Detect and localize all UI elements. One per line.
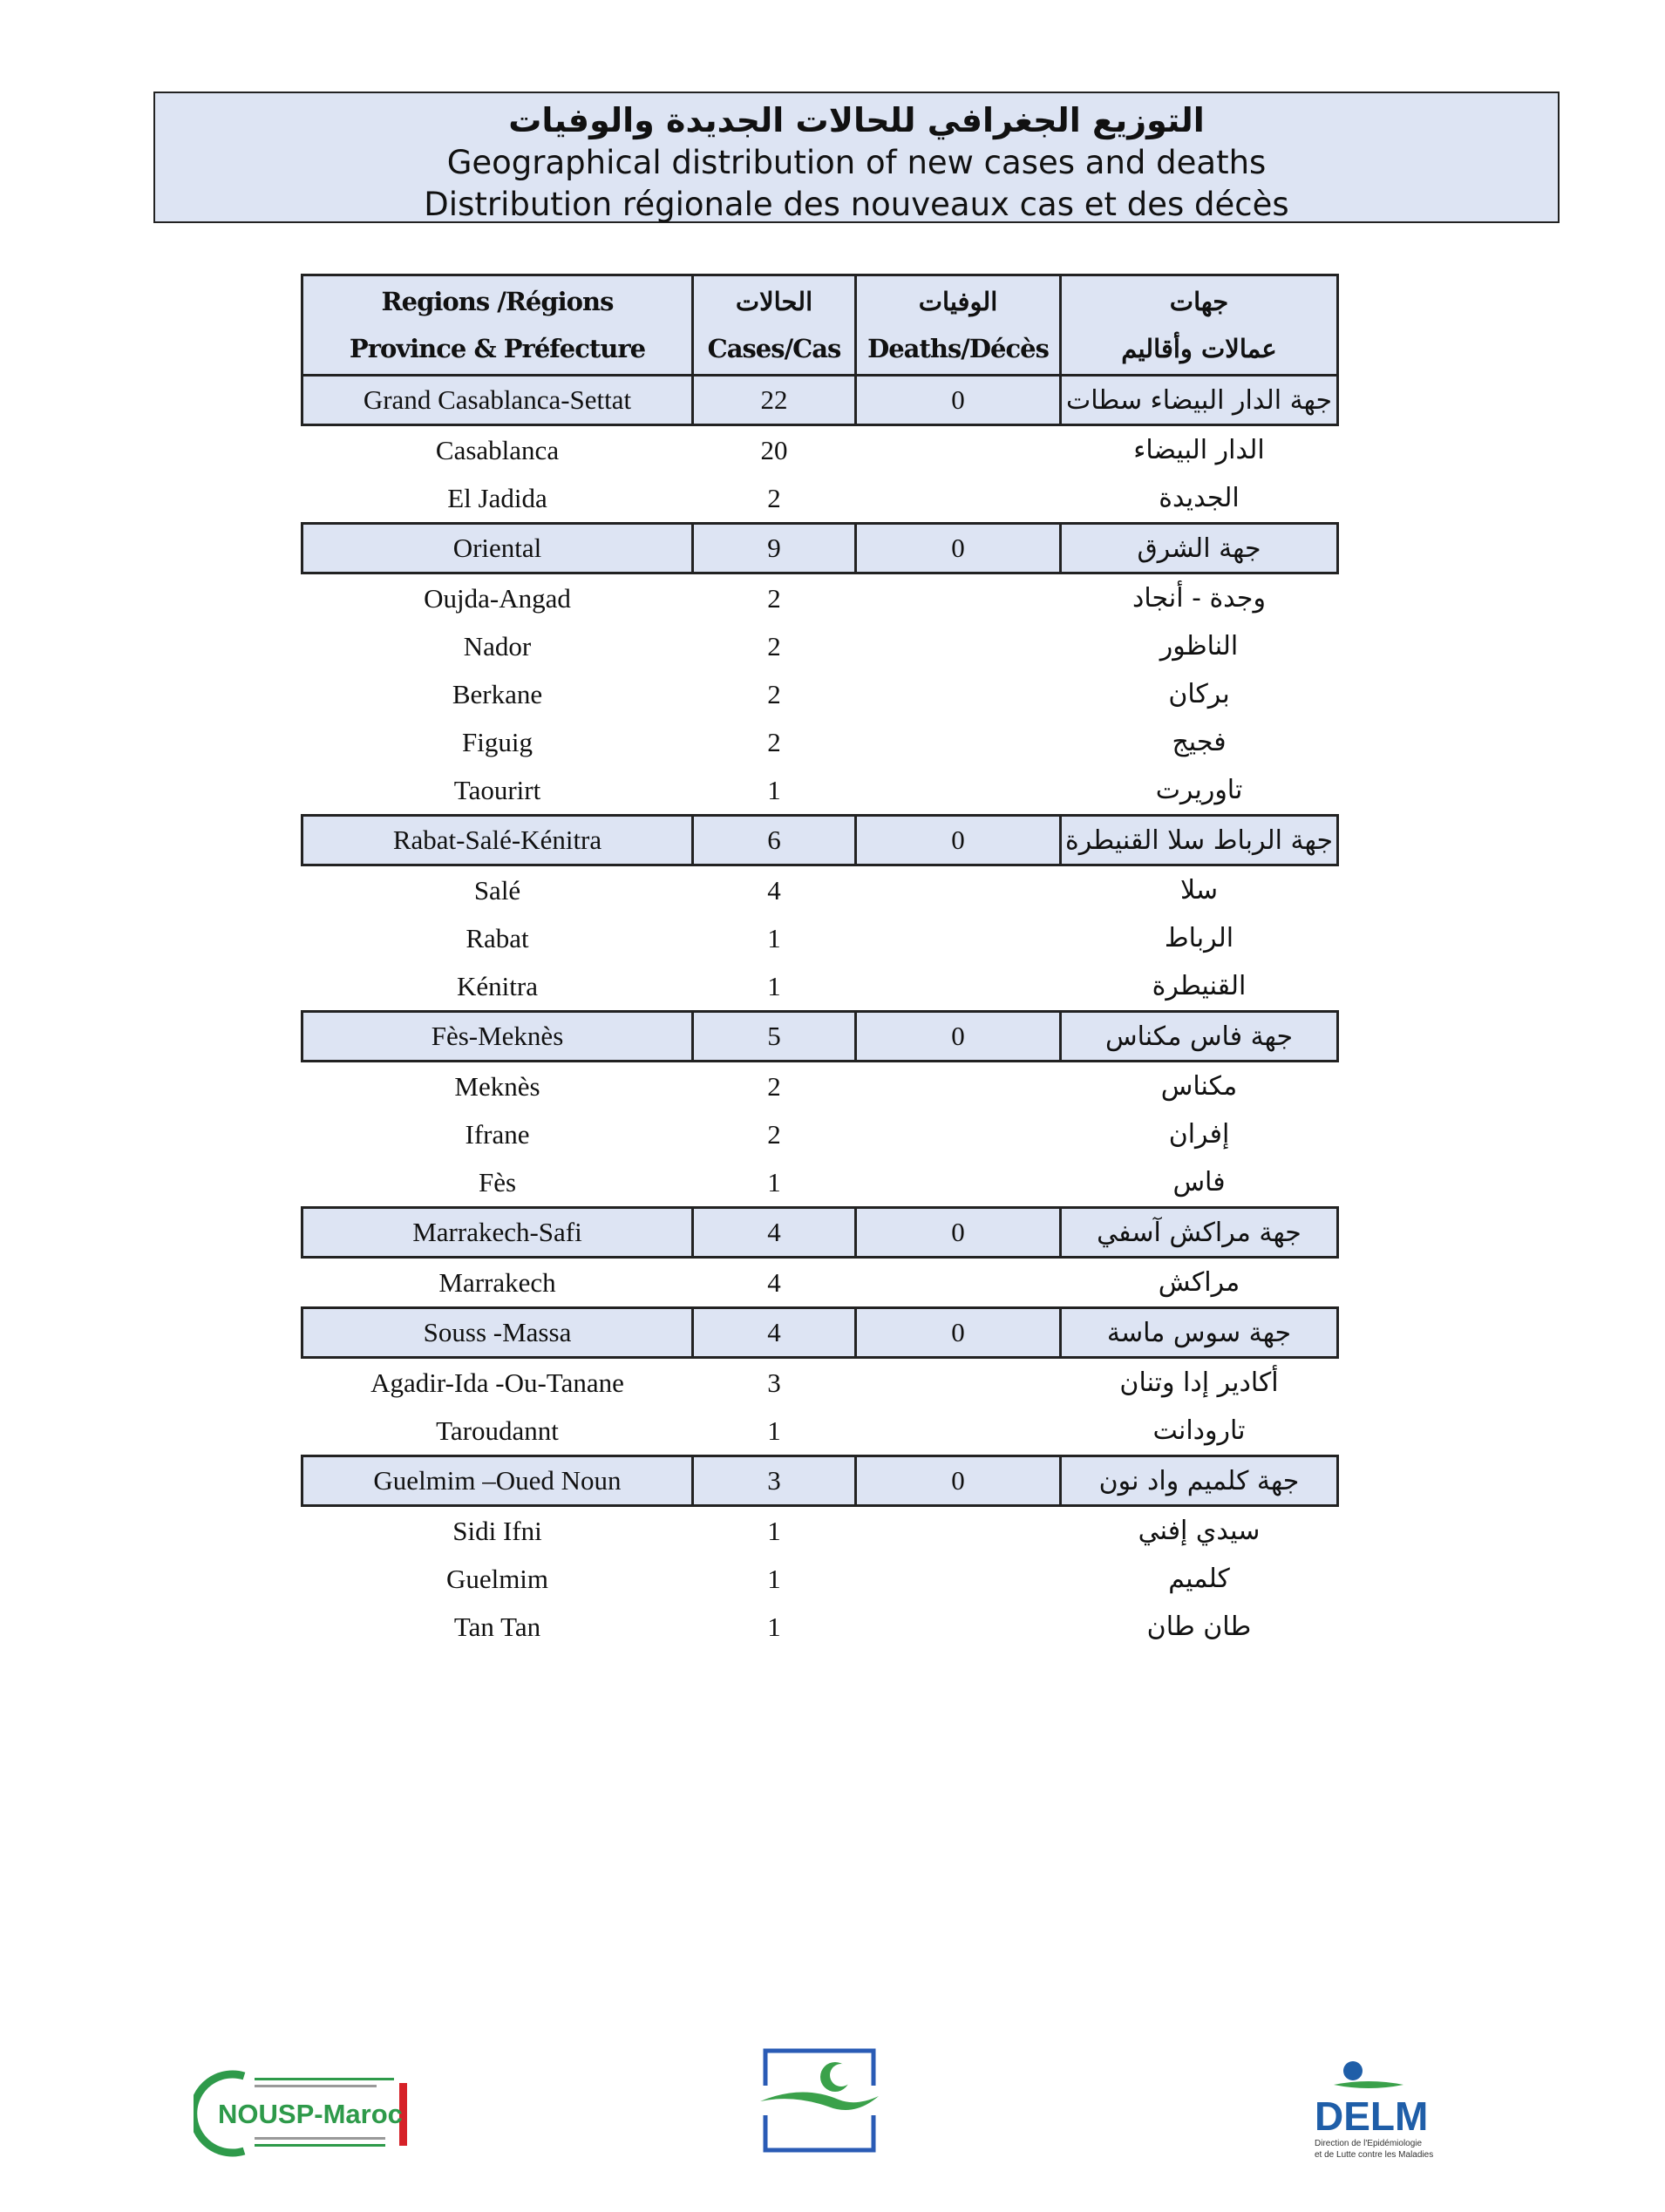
province-row [302,766,1338,816]
delm-head-icon [1343,2061,1363,2080]
region-name-arabic: جهة الدار البيضاء سطات [1061,376,1338,425]
region-cases: 3 [693,1456,856,1506]
region-name-arabic: جهة فاس مكناس [1061,1012,1338,1062]
distribution-table [301,274,1339,1651]
province-cases: 2 [767,1118,781,1150]
nousp-line-icon-3 [255,2137,385,2140]
province-row [302,1258,1338,1308]
region-deaths: 0 [856,816,1061,865]
province-deaths-empty [856,962,1061,1012]
title-arabic: التوزيع الجغرافي للحالات الجديدة والوفيات [508,101,1205,139]
delm-subtitle-2: et de Lutte contre les Maladies [1315,2150,1434,2160]
nousp-logo-text: NOUSP-Maroc [218,2099,403,2129]
province-cases: 1 [767,970,781,1001]
province-deaths-empty [856,1110,1061,1158]
region-cases: 22 [693,376,856,425]
province-cases: 2 [767,726,781,757]
logo-frame-top-icon [765,2051,873,2086]
province-row [302,474,1338,524]
header-cases-line1: الحالات [735,287,813,316]
delm-logo [1308,2059,1447,2163]
province-name: Figuig [462,726,533,757]
province-name-arabic: الرباط [1164,923,1234,953]
nousp-line-icon-2 [255,2085,377,2087]
delm-logo-graphic [1308,2059,1447,2163]
province-name: Kénitra [457,970,538,1001]
province-row [302,670,1338,718]
header-arabic [1061,275,1338,376]
province-deaths-empty [856,1555,1061,1603]
province-cases: 1 [767,1415,781,1446]
title-french: Distribution régionale des nouveaux cas et des décès [424,186,1289,223]
province-cases: 20 [760,434,788,465]
province-name: Fès [478,1166,517,1198]
province-deaths-empty [856,718,1061,766]
region-name: Marrakech-Safi [302,1208,693,1258]
province-name: Casablanca [435,434,560,465]
nousp-logo-graphic [194,2066,411,2161]
province-name: Guelmim [445,1563,549,1594]
province-name-arabic: الجديدة [1159,483,1240,513]
header-region-line1: Regions /Régions [381,287,614,316]
province-cases: 2 [767,678,781,709]
delm-subtitle-1: Direction de l'Epidémiologie [1315,2139,1423,2148]
table-body [302,376,1338,1652]
header-region [302,275,693,376]
province-name-arabic: فاس [1172,1167,1226,1198]
ministry-logo [758,2044,880,2157]
region-name: Fès-Meknès [302,1012,693,1062]
region-deaths: 0 [856,1012,1061,1062]
province-row [302,718,1338,766]
region-deaths: 0 [856,1208,1061,1258]
province-deaths-empty [856,1506,1061,1556]
nousp-line-icon-4 [255,2144,385,2147]
province-name-arabic: إفران [1168,1119,1230,1150]
nousp-line-icon [255,2078,394,2080]
region-deaths: 0 [856,524,1061,573]
region-name: Grand Casablanca-Settat [302,376,693,425]
region-row [302,376,1338,425]
region-row [302,1308,1338,1358]
region-name-arabic: جهة الشرق [1061,524,1338,573]
region-cases: 5 [693,1012,856,1062]
province-row [302,425,1338,475]
province-name-arabic: الناظور [1159,631,1239,662]
province-name: Taroudannt [436,1415,559,1446]
title-box [153,92,1560,223]
region-name: Souss -Massa [302,1308,693,1358]
province-cases: 3 [767,1367,781,1398]
region-name-arabic: جهة مراكش آسفي [1061,1208,1338,1258]
province-deaths-empty [856,865,1061,915]
region-name: Oriental [302,524,693,573]
province-deaths-empty [856,1258,1061,1308]
province-deaths-empty [856,425,1061,475]
province-name: Nador [463,630,532,662]
region-name: Guelmim –Oued Noun [302,1456,693,1506]
province-cases: 1 [767,774,781,805]
header-arabic-line1: جهات [1169,287,1229,316]
logo-wave-icon [760,2092,879,2110]
province-row [302,865,1338,915]
region-deaths: 0 [856,1456,1061,1506]
province-name-arabic: مكناس [1160,1071,1238,1102]
province-name: Oujda-Angad [424,582,571,614]
region-deaths: 0 [856,376,1061,425]
province-name: Berkane [452,678,543,709]
province-name: Marrakech [438,1266,556,1298]
province-name-arabic: أكادير إدا وتنان [1119,1367,1279,1398]
region-cases: 4 [693,1208,856,1258]
province-row [302,1358,1338,1408]
province-row [302,962,1338,1012]
title-english: Geographical distribution of new cases and deaths [446,144,1267,181]
province-row [302,1506,1338,1556]
province-cases: 2 [767,582,781,614]
province-cases: 2 [767,482,781,513]
region-deaths: 0 [856,1308,1061,1358]
header-deaths [856,275,1061,376]
province-name: Tan Tan [453,1611,541,1642]
table-header-row [302,275,1338,376]
province-row [302,914,1338,962]
province-deaths-empty [856,474,1061,524]
region-row [302,1456,1338,1506]
header-deaths-line2: Deaths/Décès [867,334,1049,363]
province-deaths-empty [856,914,1061,962]
province-deaths-empty [856,1407,1061,1456]
province-cases: 2 [767,1070,781,1102]
region-cases: 9 [693,524,856,573]
province-row [302,1555,1338,1603]
region-row [302,524,1338,573]
province-name-arabic: بركان [1168,679,1230,709]
header-cases-line2: Cases/Cas [707,334,841,363]
province-deaths-empty [856,1358,1061,1408]
province-name: Meknès [454,1070,540,1102]
province-name-arabic: مراكش [1158,1267,1240,1298]
region-row [302,1012,1338,1062]
ministry-logo-graphic [758,2044,880,2157]
province-deaths-empty [856,622,1061,670]
region-cases: 6 [693,816,856,865]
province-cases: 1 [767,1563,781,1594]
province-row [302,1407,1338,1456]
province-name-arabic: فجيج [1172,727,1227,757]
region-name-arabic: جهة كلميم واد نون [1061,1456,1338,1506]
province-cases: 2 [767,630,781,662]
province-cases: 4 [767,874,781,906]
province-row [302,622,1338,670]
province-row [302,1603,1338,1651]
province-name-arabic: سلا [1179,875,1219,906]
header-deaths-line1: الوفيات [918,287,998,316]
province-row [302,1158,1338,1208]
province-cases: 4 [767,1266,781,1298]
region-name: Rabat-Salé-Kénitra [302,816,693,865]
province-deaths-empty [856,1062,1061,1111]
region-name-arabic: جهة سوس ماسة [1061,1308,1338,1358]
region-cases: 4 [693,1308,856,1358]
region-row [302,816,1338,865]
province-name: Sidi Ifni [452,1515,542,1546]
province-name: Ifrane [465,1118,530,1150]
province-deaths-empty [856,573,1061,623]
header-arabic-line2: عمالات وأقاليم [1121,334,1277,363]
logo-frame-bottom-icon [765,2115,873,2150]
nousp-logo [194,2066,411,2161]
province-deaths-empty [856,1603,1061,1651]
province-name: Agadir-Ida -Ou-Tanane [370,1367,624,1398]
province-name-arabic: طان طان [1146,1612,1252,1642]
province-cases: 1 [767,922,781,953]
region-name-arabic: جهة الرباط سلا القنيطرة [1061,816,1338,865]
province-row [302,1110,1338,1158]
logo-crescent-mask-icon [830,2064,853,2086]
province-name-arabic: الدار البيضاء [1133,435,1265,465]
province-deaths-empty [856,670,1061,718]
province-deaths-empty [856,766,1061,816]
province-cases: 1 [767,1611,781,1642]
province-name: El Jadida [447,482,547,513]
province-name-arabic: تارودانت [1152,1415,1246,1446]
region-row [302,1208,1338,1258]
delm-swoosh-icon [1334,2081,1403,2088]
province-cases: 1 [767,1515,781,1546]
province-name: Salé [473,874,521,906]
header-cases [693,275,856,376]
province-name-arabic: سيدي إفني [1138,1516,1261,1546]
province-name-arabic: وجدة - أنجاد [1132,583,1266,614]
province-name: Rabat [466,922,529,953]
delm-logo-text: DELM [1315,2093,1429,2139]
province-name: Taourirt [453,774,541,805]
province-name-arabic: تاوريرت [1155,775,1243,805]
province-deaths-empty [856,1158,1061,1208]
province-name-arabic: كلميم [1168,1564,1230,1594]
province-cases: 1 [767,1166,781,1198]
header-region-line2: Province & Préfecture [349,334,646,363]
province-row [302,1062,1338,1111]
province-name-arabic: القنيطرة [1152,971,1247,1001]
province-row [302,573,1338,623]
